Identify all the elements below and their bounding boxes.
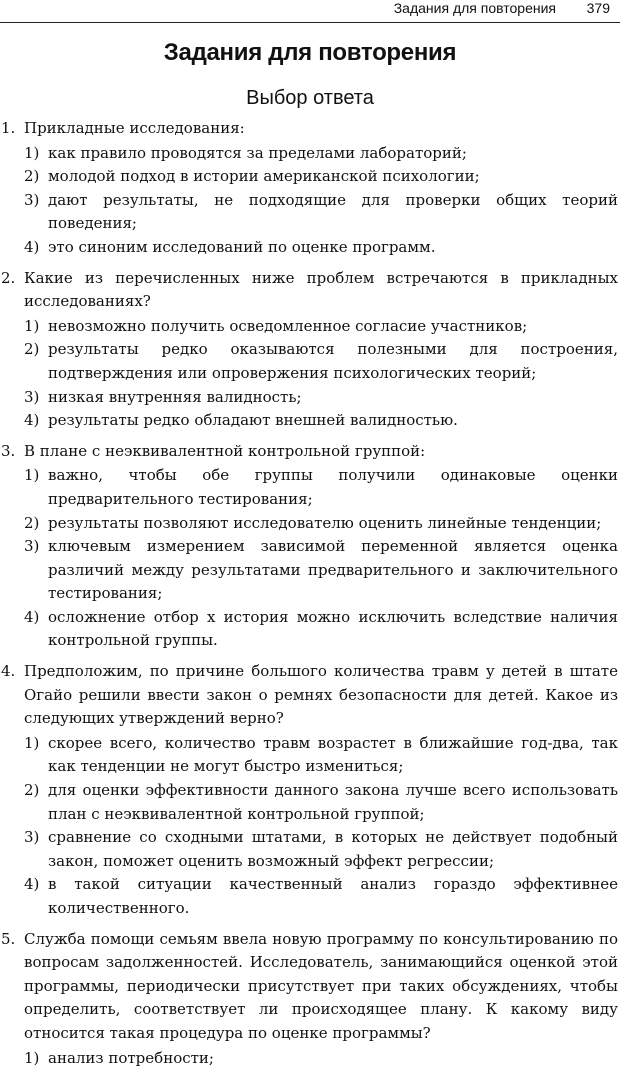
question-number: 3.: [1, 441, 16, 460]
page-number: 379: [586, 0, 610, 16]
option-number: 1): [24, 143, 40, 162]
option-text: сравнение со сходными штатами, в которых не действует подобный закон, поможет оценить возможный эффект регрессии;: [48, 828, 618, 870]
question-text: Предположим, по причине большого количества травм у детей в штате Огайо решили ввести закон о ремнях безопасности для детей. Какое из следующих утверждений верно?: [24, 662, 618, 728]
option-number: 3): [24, 537, 40, 556]
option-text: молодой подход в истории американской психологии;: [48, 167, 480, 186]
question-text: Какие из перечисленных ниже проблем встречаются в прикладных исследованиях?: [24, 268, 618, 311]
answer-option: [24, 512, 618, 536]
option-text: анализ потребности;: [48, 1048, 214, 1067]
answer-option: [24, 1047, 618, 1070]
option-text: ключевым измерением зависимой переменной является оценка различий между результатами предварительного и заключительного тестирования;: [48, 537, 618, 603]
answer-option: [24, 142, 618, 166]
option-text: результаты редко оказываются полезными для построения, подтверждения или опровержения психологических теорий;: [48, 340, 618, 382]
question-3: [0, 440, 618, 653]
answer-option: [24, 606, 618, 653]
option-number: 2): [24, 167, 40, 186]
option-number: 3): [24, 387, 40, 406]
section-title: Выбор ответа: [246, 87, 374, 109]
answer-option: [24, 779, 618, 826]
running-head-title: Задания для повторения: [393, 0, 556, 16]
answer-option: [24, 732, 618, 779]
option-text: низкая внутренняя валидность;: [48, 387, 302, 406]
question-2: [0, 267, 618, 433]
option-text: результаты редко обладают внешней валидностью.: [48, 411, 458, 430]
option-number: 1): [24, 1048, 40, 1067]
answer-option: [24, 409, 618, 433]
option-number: 3): [24, 190, 40, 209]
question-text: В плане с неэквивалентной контрольной группой:: [24, 441, 426, 460]
question-number: 5.: [1, 929, 16, 948]
question-text: Прикладные исследования:: [24, 119, 245, 137]
option-number: 4): [24, 875, 40, 894]
option-text: важно, чтобы обе группы получили одинаковые оценки предварительного тестирования;: [48, 466, 618, 508]
option-text: в такой ситуации качественный анализ гораздо эффективнее количественного.: [48, 875, 618, 917]
option-text: это синоним исследований по оценке программ.: [48, 237, 436, 256]
answer-option: [24, 315, 618, 339]
option-text: дают результаты, не подходящие для проверки общих теорий поведения;: [48, 190, 618, 233]
option-number: 3): [24, 828, 40, 847]
question-text: Служба помощи семьям ввела новую программу по консультированию по вопросам задолженностей. Исследователь, занимающийся оценкой этой программы, периодически присутствует при таких обсуждениях, чтобы определить, соответствует ли происходящее плану. К какому виду относится такая процедура по оценке программы?: [24, 929, 618, 1042]
answer-option: [24, 189, 618, 236]
question-number: 1.: [1, 119, 16, 137]
answer-option: [24, 464, 618, 511]
option-list: [24, 464, 618, 653]
question-1: [0, 117, 618, 260]
answer-option: [24, 386, 618, 410]
option-number: 4): [24, 237, 40, 256]
option-number: 2): [24, 781, 40, 800]
question-4: [0, 660, 618, 921]
page-title: Задания для повторения: [163, 39, 457, 66]
option-list: [24, 732, 618, 921]
option-text: результаты позволяют исследователю оценить линейные тенденции;: [48, 513, 602, 532]
answer-option: [24, 165, 618, 189]
question-number: 4.: [1, 662, 16, 681]
header-rule: [0, 22, 620, 23]
running-head: [0, 0, 620, 18]
answer-option: [24, 535, 618, 606]
option-number: 1): [24, 733, 40, 752]
option-number: 4): [24, 411, 40, 430]
option-number: 1): [24, 316, 40, 335]
option-list: [24, 142, 618, 260]
option-text: для оценки эффективности данного закона лучше всего использовать план с неэквивалентной контрольной группой;: [48, 781, 618, 823]
answer-option: [24, 338, 618, 385]
option-text: скорее всего, количество травм возрастет в ближайшие год-два, так как тенденции не могут быстро измениться;: [48, 733, 618, 776]
option-text: невозможно получить осведомленное согласие участников;: [48, 316, 528, 335]
question-list: [0, 117, 618, 1070]
option-text: как правило проводятся за пределами лабораторий;: [48, 143, 467, 162]
option-number: 2): [24, 513, 40, 532]
option-list: [24, 315, 618, 433]
answer-option: [24, 236, 618, 260]
option-number: 2): [24, 340, 40, 359]
answer-option: [24, 826, 618, 873]
option-list: [24, 1047, 618, 1070]
option-number: 1): [24, 466, 40, 485]
answer-option: [24, 873, 618, 920]
option-text: осложнение отбор х история можно исключить вследствие наличия контрольной группы.: [48, 607, 618, 650]
question-number: 2.: [1, 268, 16, 287]
option-number: 4): [24, 607, 40, 626]
question-5: [0, 928, 618, 1070]
